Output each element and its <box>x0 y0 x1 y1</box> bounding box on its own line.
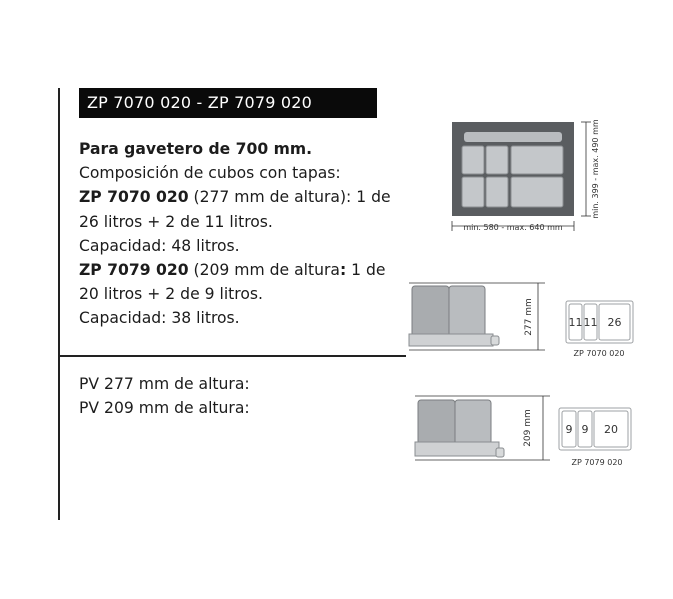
bin-foot <box>496 448 504 457</box>
pv-209-line: PV 209 mm de altura: <box>79 399 250 418</box>
model-b-bins: 20 litros + 2 de 9 litros. <box>79 285 263 304</box>
model-b-colon: : <box>339 261 347 280</box>
product-a-bins-diagram <box>560 297 640 359</box>
bin-base-frame <box>415 442 499 456</box>
drawer-size-line: Para gavetero de 700 mm. <box>79 140 313 158</box>
bin-side-small <box>412 286 449 338</box>
bin-foot <box>491 336 499 345</box>
pv-277-line: PV 277 mm de altura: <box>79 375 250 393</box>
handle-slot <box>464 132 562 142</box>
width-label: min. 580 - max. 640 mm <box>463 223 563 232</box>
drawer-top-view-diagram <box>440 110 610 240</box>
bin-label-1: 9 <box>565 423 573 436</box>
product-b-code-label: ZP 7079 020 <box>571 458 623 467</box>
composition-line: Composición de cubos con tapas: <box>79 164 341 183</box>
horizontal-divider <box>58 355 406 357</box>
height-label-277: 277 mm <box>524 298 534 336</box>
height-label-209: 209 mm <box>523 409 533 447</box>
product-a-side-view <box>405 280 550 355</box>
model-a-code: ZP 7070 020 <box>79 188 189 207</box>
product-codes-header: ZP 7070 020 - ZP 7079 020 <box>79 88 377 118</box>
bin-small-3 <box>462 177 484 207</box>
bin-label-2: 11 <box>583 316 598 329</box>
model-a-capacity: Capacidad: 48 litros. <box>79 236 240 255</box>
bin-large-2 <box>511 177 563 207</box>
model-a-line <box>79 185 409 209</box>
bin-label-2: 9 <box>581 423 589 436</box>
model-a-height: (277 mm de altura): 1 de <box>188 188 391 207</box>
bin-base-frame <box>409 334 493 346</box>
product-a-code-label: ZP 7070 020 <box>573 349 625 358</box>
bin-side-large <box>455 400 491 444</box>
model-b-height-end: 1 de <box>346 261 386 280</box>
bin-small-1 <box>462 146 484 174</box>
bin-large-1 <box>511 146 563 174</box>
model-b-height: (209 mm de altura <box>188 261 340 280</box>
product-b-side-view <box>410 392 555 467</box>
bin-label-3: 20 <box>604 423 618 436</box>
bin-side-large <box>449 286 485 338</box>
vertical-divider <box>58 88 60 520</box>
bin-label-3: 26 <box>607 316 622 329</box>
product-b-bins-diagram <box>553 404 638 469</box>
model-b-line <box>79 258 409 282</box>
bin-small-2 <box>486 146 508 174</box>
pv-section <box>79 372 250 420</box>
model-b-capacity: Capacidad: 38 litros. <box>79 309 240 328</box>
bin-small-4 <box>486 177 508 207</box>
model-a-bins: 26 litros + 2 de 11 litros. <box>79 212 273 231</box>
bin-side-small <box>418 400 455 444</box>
product-description <box>79 137 409 331</box>
height-label: min. 399 - max. 490 mm <box>591 119 600 219</box>
model-b-code: ZP 7079 020 <box>79 261 189 280</box>
bin-label-1: 11 <box>568 316 583 329</box>
